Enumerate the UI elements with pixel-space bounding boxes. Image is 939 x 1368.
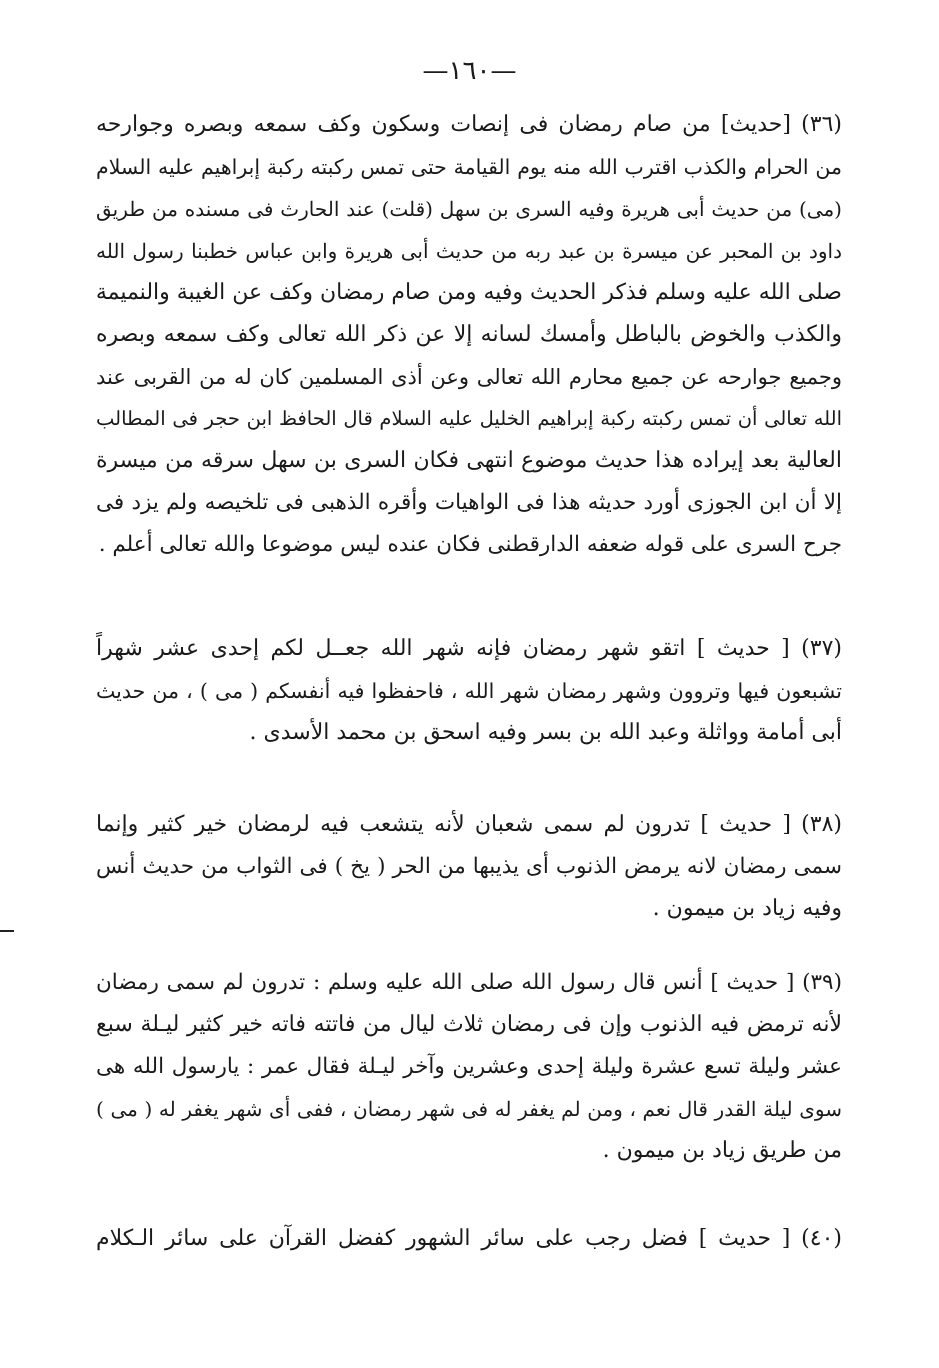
hadith-39	[96, 962, 842, 1172]
text-line: تشبعون فيها وتروون وشهر رمضان شهر الله ، فاحفظوا فيه أنفسكم ( مى ) ، من حديث	[96, 679, 842, 703]
text-line: سمى رمضان لانه يرمض الذنوب أى يذيبها من الحر ( يخ ) فى الثواب من حديث أنس	[96, 854, 842, 879]
text-line: العالية بعد إيراده هذا حديث موضوع انتهى فكان السرى بن سهل سرقه من ميسرة	[96, 448, 842, 473]
text-line: وفيه زياد بن ميمون .	[652, 896, 842, 921]
text-line: (٣٦) [حديث] من صام رمضان فى إنصات وسكون وكف سمعه وبصره وجوارحه	[96, 112, 842, 137]
text-line: وجميع جوارحه عن جميع محارم الله تعالى وعن أذى المسلمين كان له من القربى عند	[96, 365, 842, 389]
text-line: والكذب والخوض بالباطل وأمسك لسانه إلا عن ذكر الله تعالى وكف سمعه وبصره	[96, 322, 842, 347]
text-line: عشر وليلة تسع عشرة وليلة إحدى وعشرين وآخر ليـلة فقال عمر : يارسول الله هى	[96, 1054, 842, 1079]
text-line: لأنه ترمض فيه الذنوب وإن فى رمضان ثلاث ليال من فاتته فاته خير كثير ليـلة سبع	[96, 1012, 842, 1037]
hadith-38	[96, 804, 842, 930]
hadith-36	[96, 104, 842, 566]
text-line: سوى ليلة القدر قال نعم ، ومن لم يغفر له فى شهر رمضان ، ففى أى شهر يغفر له ( مى )	[96, 1097, 842, 1121]
hadith-40	[96, 1218, 842, 1260]
page-number: —١٦٠—	[422, 56, 517, 86]
text-line: (مى) من حديث أبى هريرة وفيه السرى بن سهل (قلت) عند الحارث فى مسنده من طريق	[96, 197, 842, 221]
text-line: جرح السرى على قوله ضعفه الدارقطنى فكان عنده ليس موضوعا والله تعالى أعلم .	[98, 532, 842, 557]
text-line: إلا أن ابن الجوزى أورد حديثه هذا فى الواهيات وأقره الذهبى فى تلخيصه ولم يزد فى	[96, 490, 842, 515]
text-line: الله تعالى أن تمس ركبته ركبة إبراهيم الخليل عليه السلام قال الحافظ ابن حجر فى المطالب	[96, 407, 842, 430]
text-line: (٤٠) [ حديث ] فضل رجب على سائر الشهور كفضل القرآن على سائر الـكلام	[96, 1226, 842, 1251]
margin-mark	[0, 930, 14, 932]
text-line: أبى أمامة وواثلة وعبد الله بن بسر وفيه اسحق بن محمد الأسدى .	[249, 720, 842, 745]
text-line: (٣٩) [ حديث ] أنس قال رسول الله صلى الله عليه وسلم : تدرون لم سمى رمضان	[96, 970, 842, 995]
text-line: صلى الله عليه وسلم فذكر الحديث وفيه ومن صام رمضان وكف عن الغيبة والنميمة	[96, 280, 842, 305]
text-line: من الحرام والكذب اقترب الله منه يوم القيامة حتى تمس ركبته ركبة إبراهيم عليه السلام	[96, 155, 842, 179]
hadith-37	[96, 628, 842, 754]
text-line: (٣٨) [ حديث ] تدرون لم سمى شعبان لأنه يتشعب فيه لرمضان خير كثير وإنما	[96, 812, 842, 837]
text-line: من طريق زياد بن ميمون .	[602, 1138, 842, 1163]
text-line: داود بن المحبر عن ميسرة بن عبد ربه من حديث أبى هريرة وابن عباس خطبنا رسول الله	[96, 239, 842, 263]
text-line: (٣٧) [ حديث ] اتقو شهر رمضان فإنه شهر الله جعــل لكم إحدى عشر شهراً	[96, 636, 842, 661]
